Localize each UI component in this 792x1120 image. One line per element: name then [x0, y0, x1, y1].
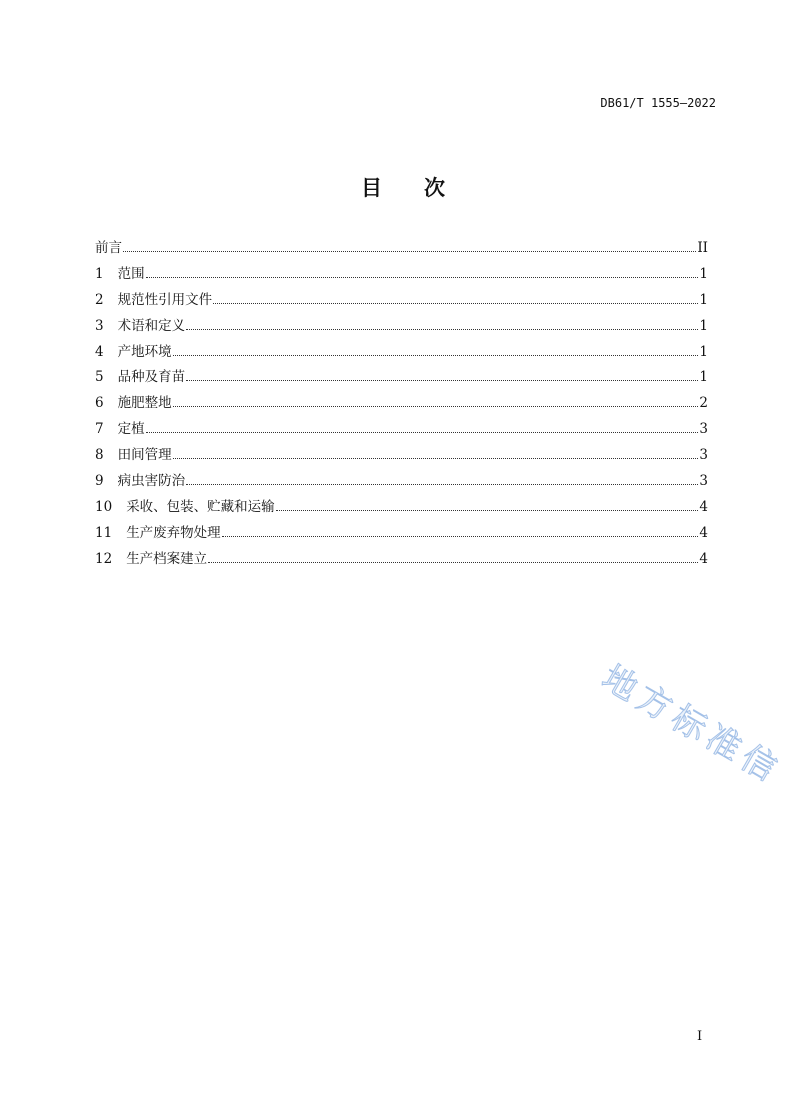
toc-entry-varieties-seedlings [95, 369, 708, 395]
toc-entry-number: 6 [95, 395, 104, 412]
toc-entry-number: 10 [95, 498, 113, 515]
dot-leader [208, 562, 698, 563]
standard-code-header: DB61/T 1555—2022 [600, 96, 716, 110]
toc-entry-title: 术语和定义 [117, 317, 186, 334]
toc-entry-page: 3 [699, 421, 708, 438]
toc-entry-harvest-packaging-storage [95, 499, 708, 525]
toc-entry-number: 7 [95, 421, 104, 438]
toc-entry-pest-control [95, 473, 708, 499]
toc-entry-production-environment [95, 344, 708, 370]
toc-entry-terms-definitions [95, 318, 708, 344]
toc-entry-number: 8 [95, 447, 104, 464]
page-title: 目 次 [361, 176, 445, 200]
toc-entry-page: 4 [699, 524, 708, 541]
dot-leader [123, 251, 696, 252]
toc-entry-title: 前言 [95, 240, 122, 256]
toc-entry-number: 1 [95, 265, 104, 282]
toc-entry-title: 采收、包装、贮藏和运输 [126, 498, 275, 515]
toc-entry-fertilization [95, 395, 708, 421]
dot-leader [173, 406, 699, 407]
dot-leader [276, 510, 699, 511]
toc-entry-page: 1 [699, 265, 708, 282]
toc-entry-page: 4 [699, 498, 708, 515]
toc-entry-title: 生产废弃物处理 [126, 524, 221, 541]
dot-leader [222, 536, 699, 537]
toc-entry-number: 9 [95, 473, 104, 490]
toc-entry-title: 施肥整地 [117, 395, 172, 412]
toc-entry-planting [95, 421, 708, 447]
toc-entry-number: 5 [95, 369, 104, 386]
toc-entry-title: 田间管理 [117, 447, 172, 464]
toc-entry-page: 4 [699, 550, 708, 567]
page-number: I [697, 1029, 703, 1044]
dot-leader [146, 432, 699, 433]
toc-entry-waste-disposal [95, 525, 708, 551]
toc-entry-number: 12 [95, 550, 113, 567]
toc-entry-field-management [95, 447, 708, 473]
toc-entry-number: 2 [95, 291, 104, 308]
toc-entry-number: 11 [95, 524, 113, 541]
toc-entry-scope [95, 266, 708, 292]
table-of-contents [95, 240, 708, 577]
toc-entry-title: 产地环境 [117, 343, 172, 360]
dot-leader [146, 277, 699, 278]
dot-leader [213, 303, 698, 304]
toc-entry-title: 病虫害防治 [117, 473, 186, 490]
watermark: 地方标准信 [595, 657, 789, 793]
toc-entry-page: 1 [699, 317, 708, 334]
toc-entry-page: II [697, 240, 708, 256]
dot-leader [186, 380, 698, 381]
toc-entry-page: 1 [699, 291, 708, 308]
toc-entry-normative-references [95, 292, 708, 318]
toc-entry-page: 3 [699, 447, 708, 464]
dot-leader [186, 329, 698, 330]
toc-entry-number: 3 [95, 317, 104, 334]
toc-entry-production-records [95, 551, 708, 577]
toc-entry-title: 规范性引用文件 [117, 291, 213, 308]
toc-entry-title: 品种及育苗 [117, 369, 186, 386]
dot-leader [173, 355, 699, 356]
dot-leader [173, 458, 699, 459]
toc-entry-page: 1 [699, 343, 708, 360]
toc-entry-page: 3 [699, 473, 708, 490]
toc-entry-page: 2 [699, 395, 708, 412]
toc-entry-number: 4 [95, 343, 104, 360]
toc-entry-title: 范围 [117, 265, 145, 282]
dot-leader [186, 484, 698, 485]
toc-entry-title: 定植 [117, 421, 145, 438]
toc-entry-title: 生产档案建立 [126, 550, 208, 567]
toc-entry-foreword [95, 240, 708, 266]
toc-entry-page: 1 [699, 369, 708, 386]
